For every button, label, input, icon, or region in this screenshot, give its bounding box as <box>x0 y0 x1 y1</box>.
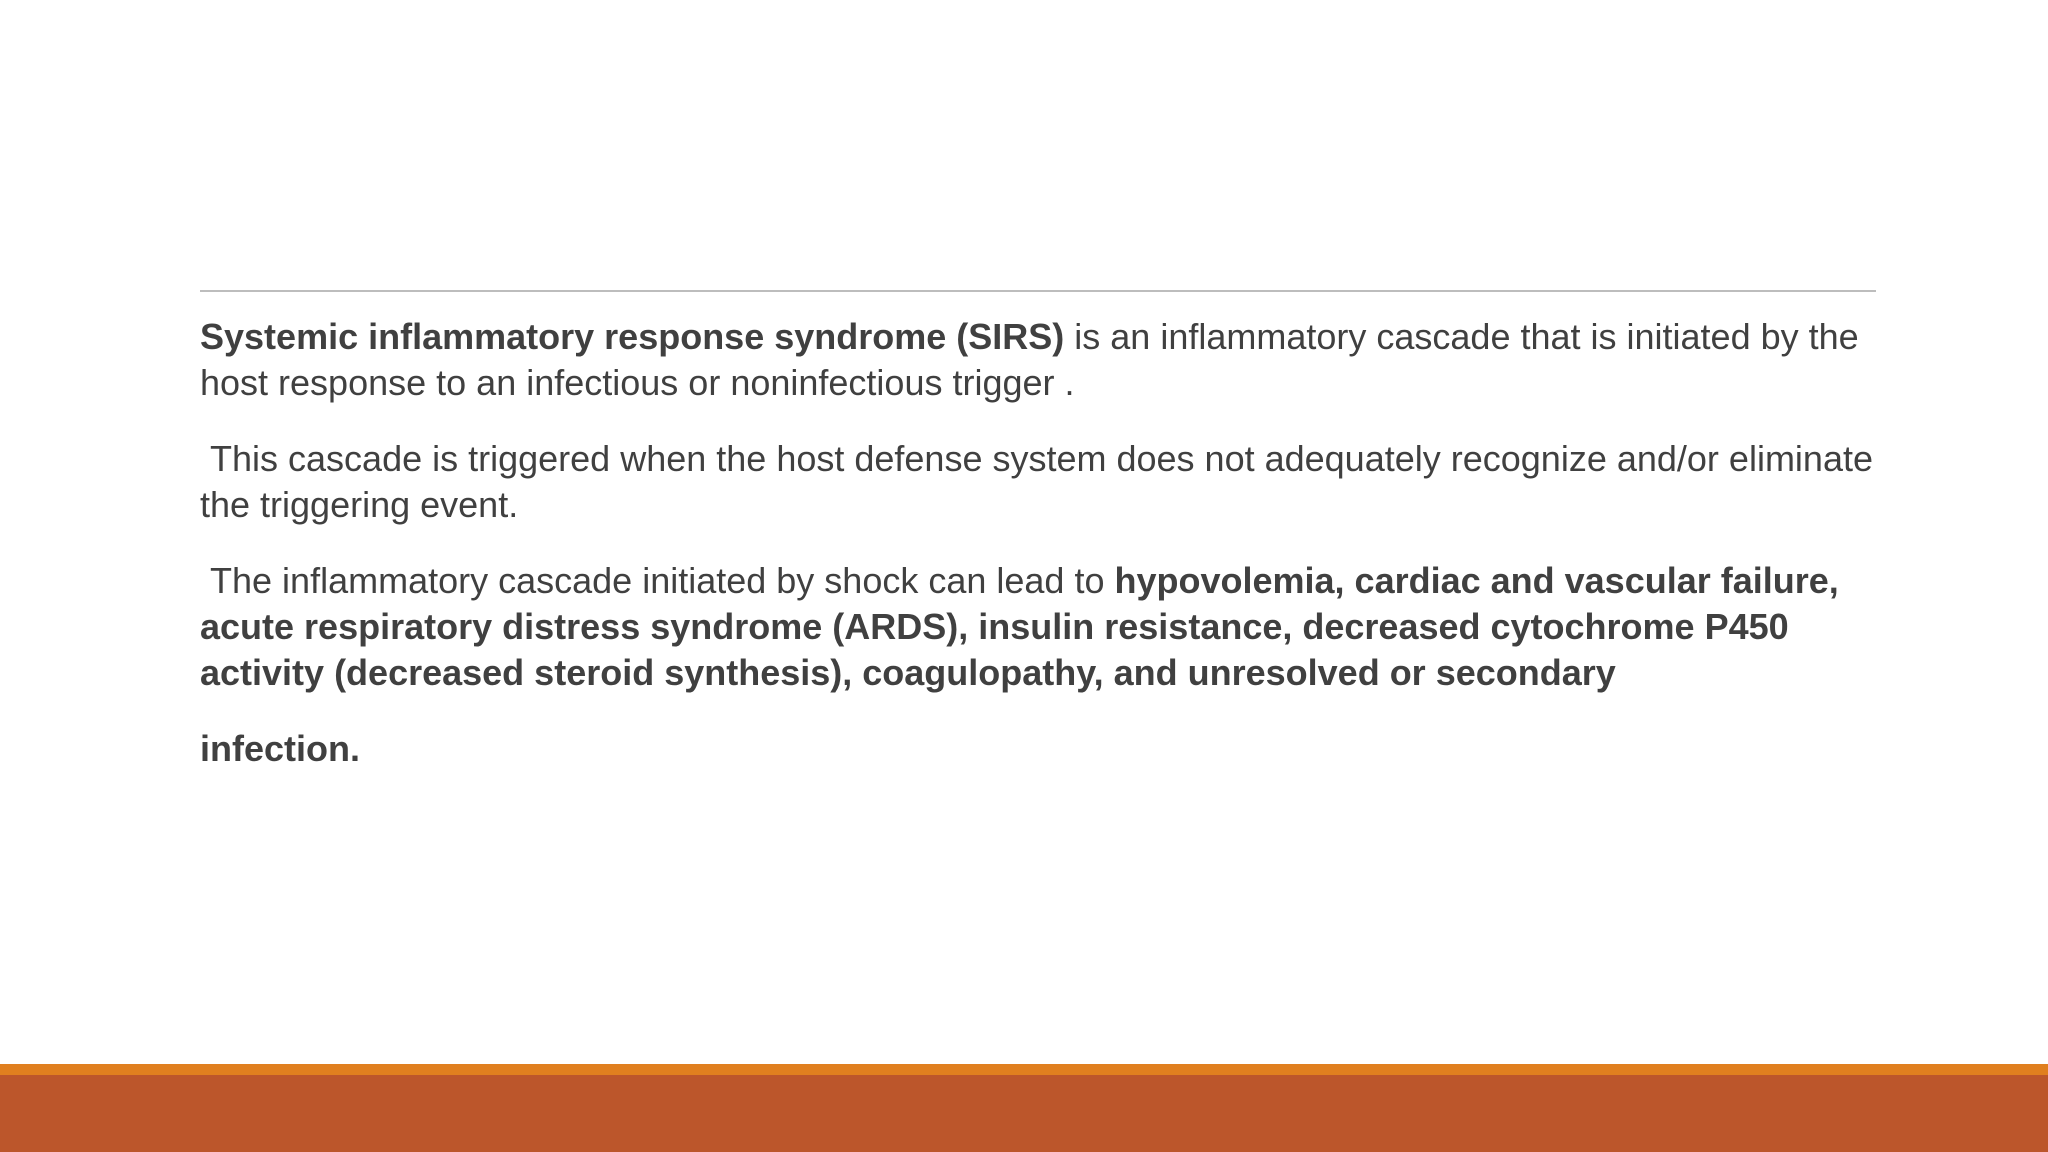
paragraph-sirs-definition <box>200 314 1880 406</box>
sirs-definition-text: is an inflammatory cascade that is initiated by the host response to an infectious or noninfectious trigger . <box>200 316 1869 403</box>
title-divider <box>200 290 1876 292</box>
paragraph-consequences <box>200 558 1880 772</box>
consequences-end: infection. <box>200 728 360 769</box>
footer-accent-bar <box>0 1064 2048 1075</box>
consequences-intro-text: The inflammatory cascade initiated by shock can lead to <box>200 560 1115 601</box>
cascade-trigger-text: This cascade is triggered when the host defense system does not adequately recognize and/or eliminate the triggering event. <box>200 438 1884 525</box>
body-text <box>200 314 1884 772</box>
consequences-list: hypovolemia, cardiac and vascular failure, acute respiratory distress syndrome (ARDS), insulin resistance, decreased cytochrome P450 activity (decreased steroid synthesis), coagulopathy, and unresolved or secondary <box>200 560 1849 693</box>
sirs-term: Systemic inflammatory response syndrome (SIRS) <box>200 316 1065 357</box>
footer-bar <box>0 1075 2048 1152</box>
paragraph-cascade-trigger <box>200 436 1884 528</box>
